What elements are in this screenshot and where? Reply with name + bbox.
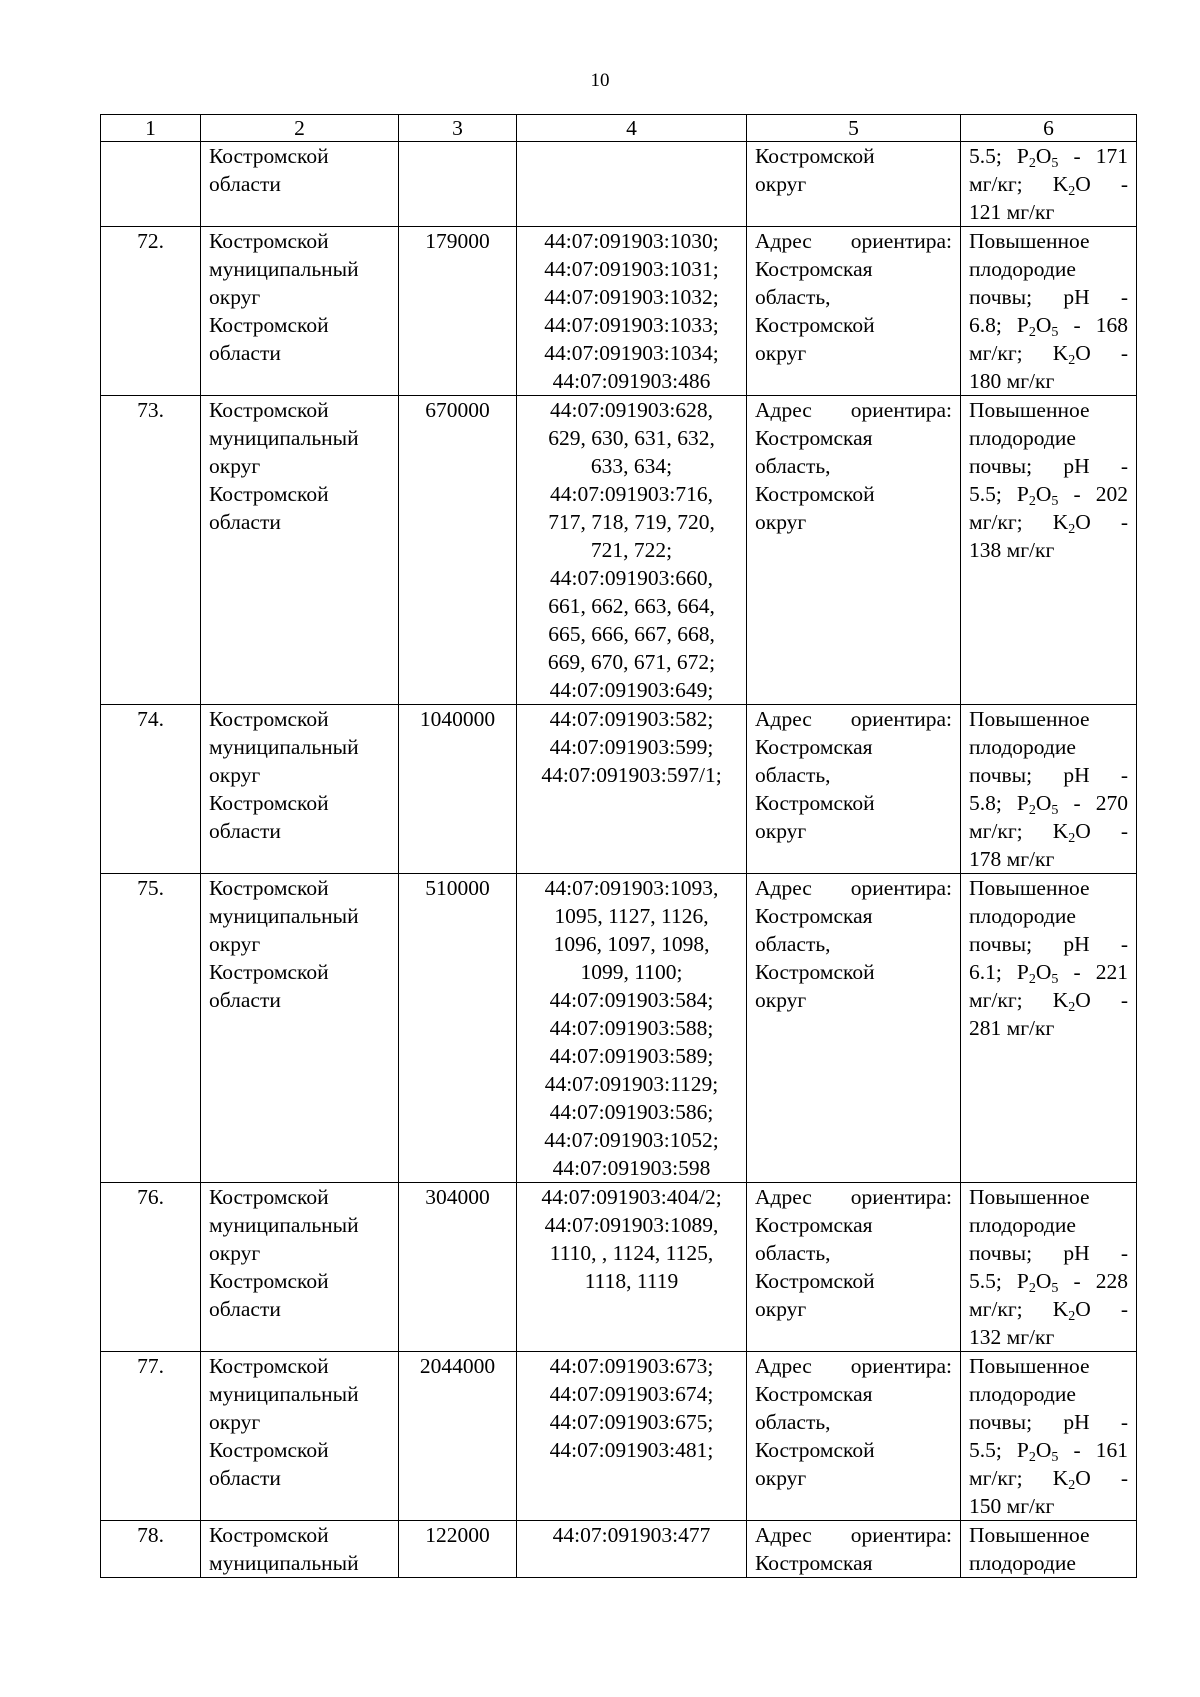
address-cell-line: Костромской <box>755 791 875 815</box>
cadastral-cell-line: 44:07:091903:1032; <box>544 285 719 309</box>
owner-cell-line: области <box>209 1466 281 1490</box>
table-row <box>101 142 1137 227</box>
owner-cell <box>201 396 399 705</box>
soil-characteristics-cell-line: 132 мг/кг <box>969 1325 1055 1349</box>
owner-cell-line: Костромской <box>209 1523 329 1547</box>
soil-characteristics-cell-line: мг/кг; $K_2O$ - <box>969 172 1128 199</box>
soil-characteristics-cell-line: 6.8; $P_2O_5 - 168$ <box>969 313 1128 340</box>
cadastral-cell-line: 1099, 1100; <box>580 960 683 984</box>
cadastral-cell <box>517 1183 747 1352</box>
soil-characteristics-cell <box>961 1183 1137 1352</box>
soil-characteristics-cell-line: Повышенное <box>969 876 1090 900</box>
column-header: 6 <box>961 115 1137 142</box>
cadastral-cell-line: 44:07:091903:481; <box>549 1438 714 1462</box>
table-row <box>101 1521 1137 1578</box>
address-cell-line: Костромской <box>755 1269 875 1293</box>
soil-characteristics-cell-line: Повышенное <box>969 398 1090 422</box>
soil-characteristics-cell-line: плодородие <box>969 735 1076 759</box>
address-cell-line: Костромская <box>755 257 873 281</box>
cadastral-cell <box>517 142 747 227</box>
owner-cell-line: Костромской <box>209 791 329 815</box>
soil-characteristics-cell-line: плодородие <box>969 1551 1076 1575</box>
owner-cell-line: округ <box>209 763 261 787</box>
cadastral-cell-line: 44:07:091903:588; <box>549 1016 714 1040</box>
area-cell: 1040000 <box>399 705 517 874</box>
soil-characteristics-cell-line: 6.1; $P_2O_5 - 221$ <box>969 960 1128 987</box>
address-cell <box>747 227 961 396</box>
cadastral-cell-line: 44:07:091903:628, <box>549 398 714 422</box>
address-cell-line: область, <box>755 932 831 956</box>
soil-characteristics-cell-line: 281 мг/кг <box>969 1016 1055 1040</box>
cadastral-cell-line: 44:07:091903:1033; <box>544 313 719 337</box>
address-cell-line: область, <box>755 1241 831 1265</box>
address-cell-line: область, <box>755 285 831 309</box>
address-cell-line: Костромской <box>755 313 875 337</box>
address-cell-line: область, <box>755 454 831 478</box>
soil-characteristics-cell-line: 5.5; $P_2O_5 - 202$ <box>969 482 1128 509</box>
soil-characteristics-cell-line: 121 мг/кг <box>969 200 1055 224</box>
address-cell-line: Адрес ориентира: <box>755 707 952 731</box>
soil-characteristics-cell <box>961 874 1137 1183</box>
address-cell-line: Костромская <box>755 426 873 450</box>
address-cell <box>747 1352 961 1521</box>
soil-characteristics-cell-line: почвы; pH - <box>969 1410 1128 1434</box>
soil-characteristics-cell-line: мг/кг; $K_2O$ - <box>969 988 1128 1015</box>
cadastral-cell-line: 44:07:091903:1031; <box>544 257 719 281</box>
owner-cell-line: Костромской <box>209 876 329 900</box>
soil-characteristics-cell-line: почвы; pH - <box>969 932 1128 956</box>
cadastral-cell-line: 44:07:091903:675; <box>549 1410 714 1434</box>
soil-characteristics-cell-line: 5.8; $P_2O_5 - 270$ <box>969 791 1128 818</box>
area-cell: 510000 <box>399 874 517 1183</box>
soil-characteristics-cell-line: Повышенное <box>969 1185 1090 1209</box>
cadastral-cell-line: 44:07:091903:597/1; <box>541 763 722 787</box>
address-cell <box>747 396 961 705</box>
owner-cell-line: округ <box>209 1241 261 1265</box>
cadastral-cell <box>517 396 747 705</box>
address-cell <box>747 705 961 874</box>
soil-characteristics-cell-line: 150 мг/кг <box>969 1494 1055 1518</box>
column-header: 5 <box>747 115 961 142</box>
table-row <box>101 1183 1137 1352</box>
owner-cell-line: муниципальный <box>209 1382 359 1406</box>
cadastral-cell <box>517 1352 747 1521</box>
owner-cell-line: Костромской <box>209 960 329 984</box>
area-cell: 122000 <box>399 1521 517 1578</box>
area-cell: 304000 <box>399 1183 517 1352</box>
owner-cell-line: муниципальный <box>209 426 359 450</box>
cadastral-cell-line: 44:07:091903:660, <box>549 566 714 590</box>
owner-cell-line: Костромской <box>209 229 329 253</box>
cadastral-cell-line: 44:07:091903:598 <box>552 1156 711 1180</box>
cadastral-cell-line: 1110, , 1124, 1125, <box>549 1241 714 1265</box>
soil-characteristics-cell-line: мг/кг; $K_2O$ - <box>969 819 1128 846</box>
owner-cell-line: Костромской <box>209 482 329 506</box>
row-number: 72. <box>101 227 201 396</box>
row-number: 74. <box>101 705 201 874</box>
soil-characteristics-cell <box>961 227 1137 396</box>
soil-characteristics-cell-line: почвы; pH - <box>969 454 1128 478</box>
owner-cell-line: округ <box>209 454 261 478</box>
table-body <box>101 142 1137 1578</box>
owner-cell-line: округ <box>209 1410 261 1434</box>
cadastral-cell-line: 665, 666, 667, 668, <box>548 622 715 646</box>
owner-cell <box>201 1183 399 1352</box>
address-cell-line: область, <box>755 763 831 787</box>
address-cell-line: Костромской <box>755 144 875 168</box>
table-row <box>101 705 1137 874</box>
owner-cell <box>201 1521 399 1578</box>
table-row <box>101 874 1137 1183</box>
address-cell-line: Адрес ориентира: <box>755 1523 952 1547</box>
land-plots-table <box>100 114 1137 1578</box>
page-number: 10 <box>590 70 610 91</box>
owner-cell-line: Костромской <box>209 1438 329 1462</box>
cadastral-cell-line: 44:07:091903:1052; <box>544 1128 719 1152</box>
soil-characteristics-cell-line: мг/кг; $K_2O$ - <box>969 1297 1128 1324</box>
soil-characteristics-cell-line: плодородие <box>969 1213 1076 1237</box>
cadastral-cell-line: 44:07:091903:1093, <box>544 876 719 900</box>
address-cell-line: Костромская <box>755 1213 873 1237</box>
cadastral-cell <box>517 705 747 874</box>
table-row <box>101 227 1137 396</box>
address-cell-line: Костромская <box>755 735 873 759</box>
cadastral-cell <box>517 874 747 1183</box>
soil-characteristics-cell <box>961 1352 1137 1521</box>
owner-cell-line: Костромской <box>209 1269 329 1293</box>
address-cell-line: округ <box>755 172 807 196</box>
address-cell-line: округ <box>755 510 807 534</box>
soil-characteristics-cell-line: 5.5; $P_2O_5 - 171$ <box>969 144 1128 171</box>
table-row <box>101 1352 1137 1521</box>
cadastral-cell-line: 44:07:091903:1089, <box>544 1213 719 1237</box>
row-number: 77. <box>101 1352 201 1521</box>
owner-cell-line: области <box>209 172 281 196</box>
soil-characteristics-cell-line: 5.5; $P_2O_5 - 228$ <box>969 1269 1128 1296</box>
soil-characteristics-cell-line: почвы; pH - <box>969 285 1128 309</box>
row-number: 76. <box>101 1183 201 1352</box>
cadastral-cell-line: 1118, 1119 <box>584 1269 679 1293</box>
owner-cell-line: области <box>209 341 281 365</box>
cadastral-cell-line: 661, 662, 663, 664, <box>548 594 715 618</box>
cadastral-cell-line: 717, 718, 719, 720, <box>548 510 715 534</box>
cadastral-cell <box>517 1521 747 1578</box>
owner-cell-line: округ <box>209 285 261 309</box>
owner-cell <box>201 705 399 874</box>
soil-characteristics-cell-line: Повышенное <box>969 707 1090 731</box>
owner-cell-line: муниципальный <box>209 257 359 281</box>
owner-cell-line: области <box>209 510 281 534</box>
cadastral-cell-line: 44:07:091903:716, <box>549 482 714 506</box>
cadastral-cell-line: 44:07:091903:1030; <box>544 229 719 253</box>
row-number: 78. <box>101 1521 201 1578</box>
owner-cell-line: Костромской <box>209 1185 329 1209</box>
cadastral-cell-line: 44:07:091903:477 <box>552 1523 711 1547</box>
row-number: 73. <box>101 396 201 705</box>
cadastral-cell-line: 44:07:091903:1034; <box>544 341 719 365</box>
owner-cell <box>201 1352 399 1521</box>
soil-characteristics-cell-line: мг/кг; $K_2O$ - <box>969 341 1128 368</box>
owner-cell <box>201 142 399 227</box>
soil-characteristics-cell-line: 138 мг/кг <box>969 538 1055 562</box>
cadastral-cell-line: 1096, 1097, 1098, <box>553 932 710 956</box>
soil-characteristics-cell <box>961 705 1137 874</box>
address-cell-line: округ <box>755 1297 807 1321</box>
owner-cell-line: области <box>209 988 281 1012</box>
address-cell-line: Костромская <box>755 904 873 928</box>
soil-characteristics-cell-line: плодородие <box>969 257 1076 281</box>
owner-cell-line: Костромской <box>209 313 329 337</box>
address-cell <box>747 874 961 1183</box>
address-cell-line: Адрес ориентира: <box>755 876 952 900</box>
address-cell-line: область, <box>755 1410 831 1434</box>
address-cell-line: округ <box>755 988 807 1012</box>
owner-cell-line: муниципальный <box>209 1551 359 1575</box>
cadastral-cell-line: 44:07:091903:582; <box>549 707 714 731</box>
address-cell-line: Адрес ориентира: <box>755 1354 952 1378</box>
cadastral-cell-line: 44:07:091903:589; <box>549 1044 714 1068</box>
cadastral-cell-line: 44:07:091903:673; <box>549 1354 714 1378</box>
column-number-row <box>101 115 1137 142</box>
column-header: 2 <box>201 115 399 142</box>
address-cell <box>747 1183 961 1352</box>
cadastral-cell-line: 44:07:091903:584; <box>549 988 714 1012</box>
cadastral-cell-line: 44:07:091903:599; <box>549 735 714 759</box>
owner-cell-line: Костромской <box>209 144 329 168</box>
soil-characteristics-cell-line: мг/кг; $K_2O$ - <box>969 510 1128 537</box>
soil-characteristics-cell-line: почвы; pH - <box>969 1241 1128 1265</box>
soil-characteristics-cell-line: Повышенное <box>969 1523 1090 1547</box>
cadastral-cell-line: 721, 722; <box>590 538 673 562</box>
column-header: 1 <box>101 115 201 142</box>
cadastral-cell-line: 629, 630, 631, 632, <box>548 426 715 450</box>
soil-characteristics-cell-line: мг/кг; $K_2O$ - <box>969 1466 1128 1493</box>
soil-characteristics-cell <box>961 1521 1137 1578</box>
cadastral-cell-line: 1095, 1127, 1126, <box>554 904 709 928</box>
owner-cell-line: Костромской <box>209 707 329 731</box>
cadastral-cell-line: 44:07:091903:486 <box>552 369 711 393</box>
address-cell <box>747 142 961 227</box>
owner-cell-line: муниципальный <box>209 735 359 759</box>
owner-cell <box>201 227 399 396</box>
area-cell: 2044000 <box>399 1352 517 1521</box>
address-cell-line: Адрес ориентира: <box>755 229 952 253</box>
cadastral-cell-line: 633, 634; <box>590 454 673 478</box>
cadastral-cell-line: 44:07:091903:404/2; <box>541 1185 722 1209</box>
address-cell-line: Адрес ориентира: <box>755 1185 952 1209</box>
address-cell-line: Костромская <box>755 1551 873 1575</box>
table-row <box>101 396 1137 705</box>
owner-cell-line: муниципальный <box>209 904 359 928</box>
cadastral-cell-line: 44:07:091903:586; <box>549 1100 714 1124</box>
soil-characteristics-cell-line: 178 мг/кг <box>969 847 1055 871</box>
owner-cell-line: Костромской <box>209 398 329 422</box>
owner-cell-line: муниципальный <box>209 1213 359 1237</box>
address-cell-line: округ <box>755 819 807 843</box>
row-number <box>101 142 201 227</box>
cadastral-cell-line: 44:07:091903:649; <box>549 678 714 702</box>
soil-characteristics-cell <box>961 396 1137 705</box>
soil-characteristics-cell-line: плодородие <box>969 426 1076 450</box>
soil-characteristics-cell-line: 5.5; $P_2O_5 - 161$ <box>969 1438 1128 1465</box>
address-cell-line: Костромской <box>755 1438 875 1462</box>
soil-characteristics-cell-line: Повышенное <box>969 229 1090 253</box>
cadastral-cell-line: 44:07:091903:674; <box>549 1382 714 1406</box>
cadastral-cell-line: 669, 670, 671, 672; <box>547 650 716 674</box>
soil-characteristics-cell-line: плодородие <box>969 1382 1076 1406</box>
column-header: 4 <box>517 115 747 142</box>
address-cell-line: округ <box>755 341 807 365</box>
soil-characteristics-cell-line: плодородие <box>969 904 1076 928</box>
address-cell-line: Костромской <box>755 482 875 506</box>
address-cell-line: Костромской <box>755 960 875 984</box>
owner-cell <box>201 874 399 1183</box>
soil-characteristics-cell-line: Повышенное <box>969 1354 1090 1378</box>
soil-characteristics-cell-line: почвы; pH - <box>969 763 1128 787</box>
column-header: 3 <box>399 115 517 142</box>
address-cell-line: округ <box>755 1466 807 1490</box>
soil-characteristics-cell-line: 180 мг/кг <box>969 369 1055 393</box>
owner-cell-line: области <box>209 819 281 843</box>
area-cell: 670000 <box>399 396 517 705</box>
area-cell: 179000 <box>399 227 517 396</box>
address-cell-line: Адрес ориентира: <box>755 398 952 422</box>
soil-characteristics-cell <box>961 142 1137 227</box>
owner-cell-line: округ <box>209 932 261 956</box>
address-cell <box>747 1521 961 1578</box>
owner-cell-line: области <box>209 1297 281 1321</box>
owner-cell-line: Костромской <box>209 1354 329 1378</box>
cadastral-cell-line: 44:07:091903:1129; <box>544 1072 719 1096</box>
row-number: 75. <box>101 874 201 1183</box>
cadastral-cell <box>517 227 747 396</box>
area-cell <box>399 142 517 227</box>
address-cell-line: Костромская <box>755 1382 873 1406</box>
